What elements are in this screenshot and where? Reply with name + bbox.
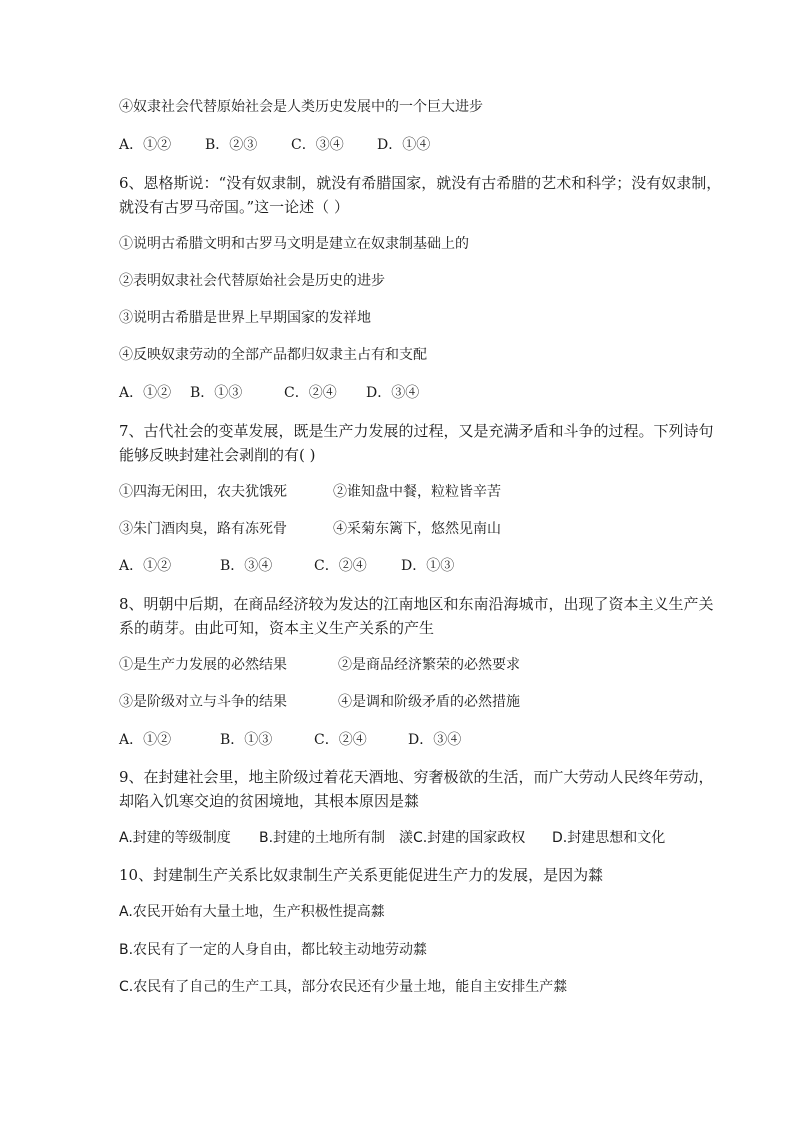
q6-stem-line2: 就没有古罗马帝国。”这一论述（ ） [119,198,349,216]
q6-option-b: B．①③ [190,385,243,401]
q9-stem-line2: 却陷入饥寒交迫的贫困境地，其根本原因是㵘 [119,792,420,810]
q5-options [119,135,430,155]
q6-stem-line1: 6、恩格斯说：“没有奴隶制，就没有希腊国家，就没有古希腊的艺术和科学；没有奴隶制， [119,174,722,192]
q6-option-d: D．③④ [366,385,420,401]
q10-option-c: C.农民有了自己的生产工具，部分农民还有少量土地，能自主安排生产㵘 [119,979,568,995]
q9-stem-line1: 9、在封建社会里，地主阶级过着花天酒地、穷奢极欲的生活，而广大劳动人民终年劳动， [119,768,714,786]
q6-option-c: C．②④ [284,385,337,401]
q9-options [119,828,665,848]
q9-option-c: 㵪C.封建的国家政权 [399,830,526,846]
q8-statements-1-2 [119,655,520,675]
q7-statement-1: ①四海无闲田，农夫犹饿死 [119,484,287,500]
q8-option-c: C．②④ [314,732,367,748]
q5-option-b: B．②③ [205,137,258,153]
q9-option-b: B.封建的土地所有制 [259,830,386,846]
q8-statement-3: ③是阶级对立与斗争的结果 [119,694,287,710]
q10-option-a: A.农民开始有大量土地，生产积极性提高㵘 [119,904,385,920]
q6-options [119,383,419,403]
q7-statement-4: ④采菊东篱下，悠然见南山 [333,521,501,537]
q7-stem-line1: 7、古代社会的变革发展，既是生产力发展的过程，又是充满矛盾和斗争的过程。下列诗句 [119,422,714,440]
q8-statement-4: ④是调和阶级矛盾的必然措施 [338,694,520,710]
q8-statements-3-4 [119,692,520,712]
q7-statements-1-2 [119,482,501,502]
q8-stem-line2: 系的萌芽。由此可知，资本主义生产关系的产生 [119,619,435,637]
q7-options [119,556,454,576]
q8-statement-1: ①是生产力发展的必然结果 [119,657,287,673]
q7-option-d: D．①③ [401,558,455,574]
q6-statement-1: ①说明古希腊文明和古罗马文明是建立在奴隶制基础上的 [119,236,469,252]
q8-options [119,730,461,750]
q7-stem-line2: 能够反映封建社会剥削的有( ) [119,446,316,464]
q8-option-a: A．①② [119,732,172,748]
q7-option-c: C．②④ [314,558,367,574]
q10-option-b: B.农民有了一定的人身自由，都比较主动地劳动㵘 [119,942,428,958]
q8-statement-2: ②是商品经济繁荣的必然要求 [338,657,520,673]
q7-statement-3: ③朱门酒肉臭，路有冻死骨 [119,521,287,537]
q7-statement-2: ②谁知盘中餐，粒粒皆辛苦 [333,484,501,500]
q6-statement-4: ④反映奴隶劳动的全部产品都归奴隶主占有和支配 [119,347,427,363]
q5-option-c: C．③④ [291,137,344,153]
q8-option-b: B．①③ [220,732,273,748]
q7-statements-3-4 [119,519,501,539]
q5-statement-4: ④奴隶社会代替原始社会是人类历史发展中的一个巨大进步 [119,99,483,115]
q6-statement-3: ③说明古希腊是世界上早期国家的发祥地 [119,310,371,326]
q9-option-d: D.封建思想和文化 [552,830,666,846]
q9-option-a: A.封建的等级制度 [119,830,231,846]
q10-stem: 10、封建制生产关系比奴隶制生产关系更能促进生产力的发展，是因为㵘 [119,866,604,884]
q6-statement-2: ②表明奴隶社会代替原始社会是历史的进步 [119,273,385,289]
q7-option-b: B．③④ [220,558,273,574]
q8-stem-line1: 8、明朝中后期，在商品经济较为发达的江南地区和东南沿海城市，出现了资本主义生产关 [119,595,714,613]
q6-option-a: A．①② [119,385,172,401]
q7-option-a: A．①② [119,558,172,574]
q8-option-d: D．③④ [408,732,462,748]
q5-option-d: D．①④ [377,137,431,153]
q5-option-a: A．①② [119,137,172,153]
